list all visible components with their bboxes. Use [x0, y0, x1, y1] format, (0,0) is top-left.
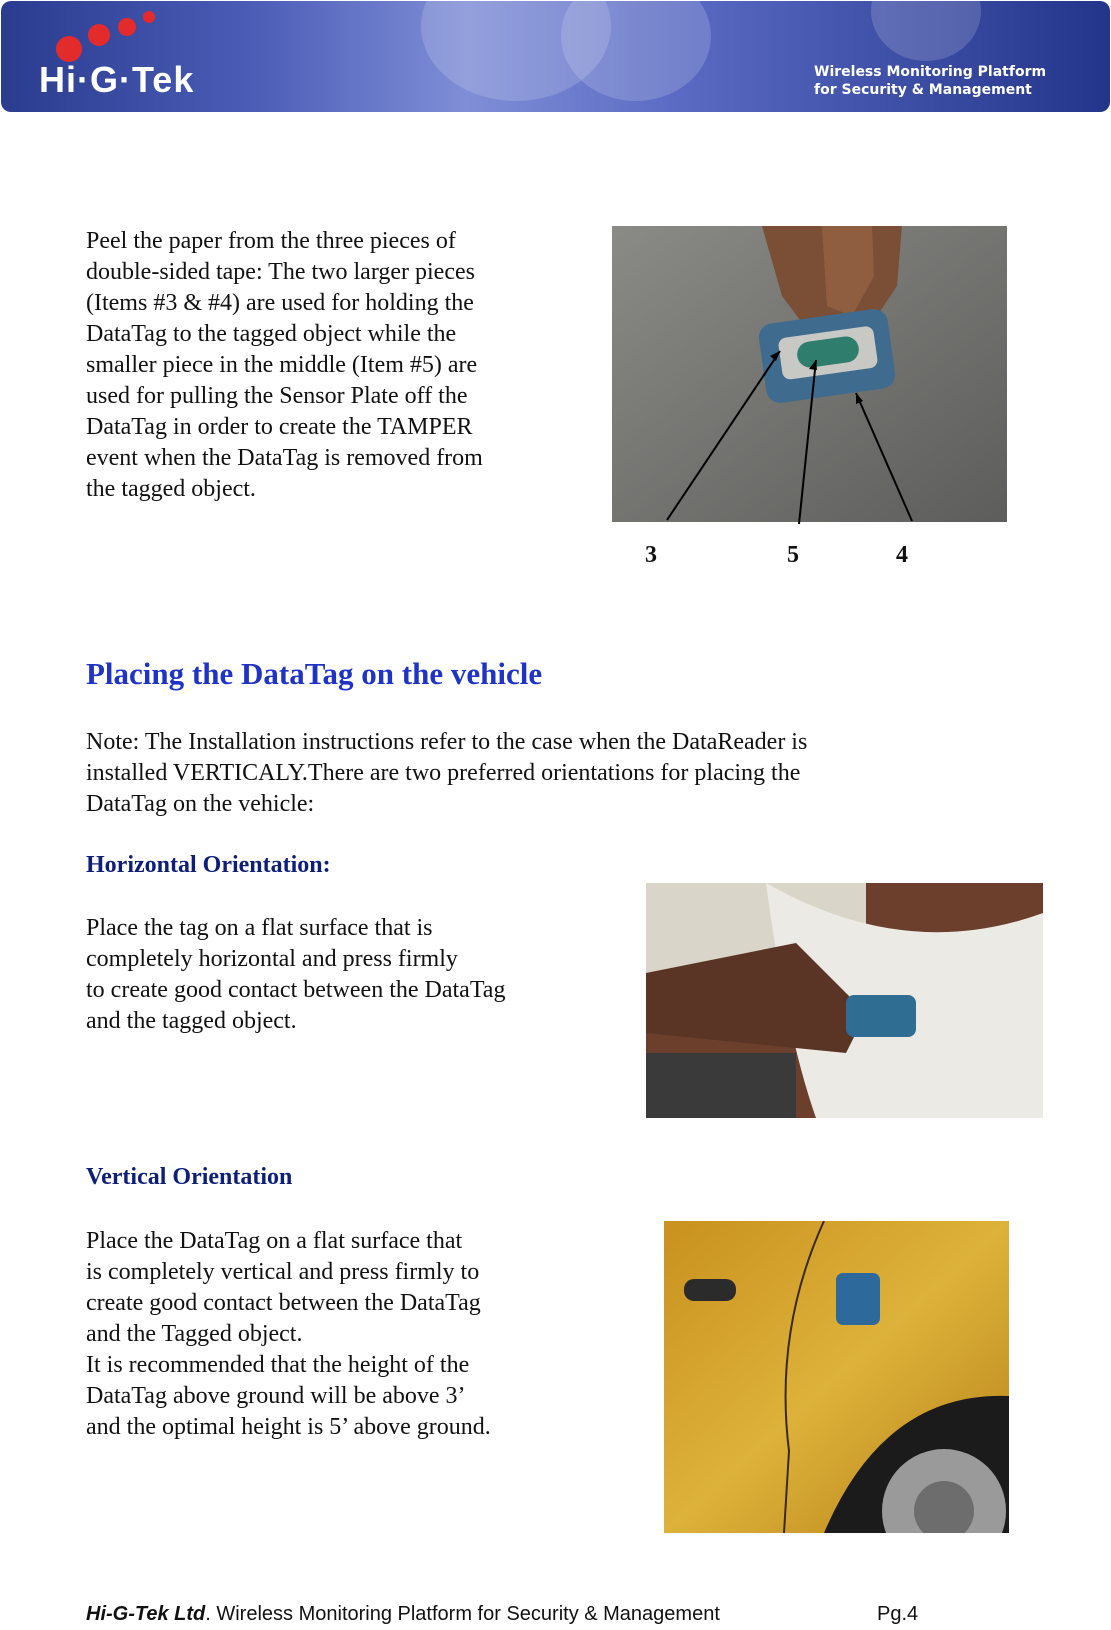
text-line: DataTag on the vehicle:: [86, 791, 315, 817]
horizontal-heading: Horizontal Orientation:: [86, 852, 331, 878]
tagline-line-2: for Security & Management: [814, 82, 1032, 98]
horizontal-instructions: [86, 913, 505, 1037]
item-label-3: 3: [645, 542, 657, 568]
text-line: and the tagged object.: [86, 1008, 297, 1034]
text-line: Peel the paper from the three pieces of: [86, 228, 456, 254]
text-line: (Items #3 & #4) are used for holding the: [86, 290, 474, 316]
text-line: Place the tag on a flat surface that is: [86, 915, 433, 941]
text-line: smaller piece in the middle (Item #5) are: [86, 352, 478, 378]
footer-brand: Hi-G-Tek Ltd: [86, 1603, 206, 1625]
text-line: DataTag in order to create the TAMPER: [86, 414, 473, 440]
text-line: completely horizontal and press firmly: [86, 946, 458, 972]
text-line: create good contact between the DataTag: [86, 1290, 481, 1316]
text-line: and the Tagged object.: [86, 1321, 303, 1347]
text-line: double-sided tape: The two larger pieces: [86, 259, 475, 285]
item-label-5: 5: [787, 542, 799, 568]
text-line: the tagged object.: [86, 476, 256, 502]
vertical-instructions: [86, 1226, 491, 1443]
text-line: Note: The Installation instructions refer to the case when the DataReader is: [86, 729, 808, 755]
horizontal-placement-photo: [646, 883, 1043, 1118]
text-line: DataTag to the tagged object while the: [86, 321, 457, 347]
footer-text: . Wireless Monitoring Platform for Security & Management: [205, 1603, 720, 1625]
text-line: to create good contact between the DataTag: [86, 977, 506, 1003]
page-number: Pg.4: [877, 1603, 919, 1625]
text-line: used for pulling the Sensor Plate off the: [86, 383, 468, 409]
tagline-line-1: Wireless Monitoring Platform: [814, 64, 1047, 80]
page-footer: [86, 1603, 919, 1626]
text-line: Place the DataTag on a flat surface that: [86, 1228, 463, 1254]
text-line: installed VERTICALY.There are two preferred orientations for placing the: [86, 760, 801, 786]
item-label-4: 4: [896, 542, 908, 568]
text-line: event when the DataTag is removed from: [86, 445, 483, 471]
section-heading: Placing the DataTag on the vehicle: [86, 656, 543, 691]
vertical-placement-photo: [664, 1221, 1009, 1533]
text-line: and the optimal height is 5’ above ground.: [86, 1414, 491, 1440]
text-line: is completely vertical and press firmly to: [86, 1259, 480, 1285]
installation-note: [86, 727, 807, 820]
text-line: It is recommended that the height of the: [86, 1352, 470, 1378]
text-line: DataTag above ground will be above 3’: [86, 1383, 466, 1409]
vertical-heading: Vertical Orientation: [86, 1164, 293, 1190]
company-logo: Hi·G·Tek: [39, 59, 195, 100]
